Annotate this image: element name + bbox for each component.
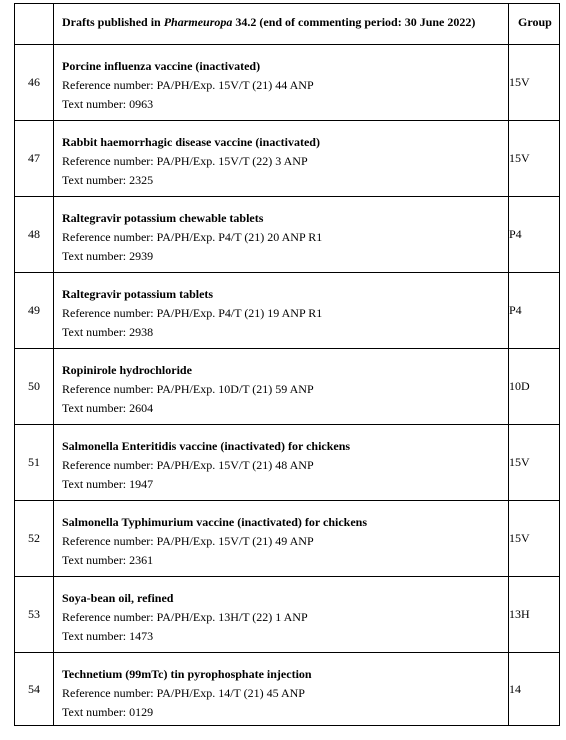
- text-number: Text number: 1947: [62, 477, 154, 491]
- group-code: 15V: [509, 45, 560, 121]
- row-number: 52: [15, 501, 54, 577]
- draft-entry: [54, 577, 508, 646]
- table-header: [15, 4, 560, 45]
- draft-entry-cell: [54, 577, 509, 653]
- reference-number: Reference number: PA/PH/Exp. 15V/T (21) 48 ANP: [62, 458, 314, 472]
- reference-number: Reference number: PA/PH/Exp. 15V/T (21) 49 ANP: [62, 534, 314, 548]
- reference-number: Reference number: PA/PH/Exp. P4/T (21) 19 ANP R1: [62, 306, 323, 320]
- group-code: 13H: [509, 577, 560, 653]
- table-row: [15, 577, 560, 653]
- table-row: [15, 653, 560, 726]
- text-number: Text number: 2604: [62, 401, 154, 415]
- draft-entry: [54, 501, 508, 570]
- draft-entry: [54, 349, 508, 418]
- header-drafts-label: [54, 4, 508, 30]
- group-code: P4: [509, 273, 560, 349]
- table-row: [15, 273, 560, 349]
- draft-title: Technetium (99mTc) tin pyrophosphate injection: [62, 667, 312, 681]
- text-number: Text number: 2938: [62, 325, 154, 339]
- row-number: 53: [15, 577, 54, 653]
- draft-title: Ropinirole hydrochloride: [62, 363, 192, 377]
- reference-number: Reference number: PA/PH/Exp. P4/T (21) 20 ANP R1: [62, 230, 323, 244]
- draft-entry-cell: [54, 349, 509, 425]
- draft-title: Raltegravir potassium tablets: [62, 287, 214, 301]
- reference-number: Reference number: PA/PH/Exp. 14/T (21) 45 ANP: [62, 686, 305, 700]
- draft-entry: [54, 121, 508, 190]
- group-code: 10D: [509, 349, 560, 425]
- header-row: [15, 4, 560, 45]
- draft-entry: [54, 273, 508, 342]
- table-row: [15, 501, 560, 577]
- row-number: 50: [15, 349, 54, 425]
- header-drafts-publication: Pharmeuropa: [163, 15, 233, 29]
- draft-entry-cell: [54, 653, 509, 726]
- drafts-table: [14, 3, 560, 726]
- draft-title: Rabbit haemorrhagic disease vaccine (inactivated): [62, 135, 320, 149]
- table-row: [15, 349, 560, 425]
- row-number: 46: [15, 45, 54, 121]
- reference-number: Reference number: PA/PH/Exp. 15V/T (21) 44 ANP: [62, 78, 314, 92]
- text-number: Text number: 2939: [62, 249, 154, 263]
- draft-entry-cell: [54, 273, 509, 349]
- draft-title: Raltegravir potassium chewable tablets: [62, 211, 264, 225]
- draft-entry: [54, 197, 508, 266]
- table-body: [15, 45, 560, 726]
- row-number: 47: [15, 121, 54, 197]
- group-code: 15V: [509, 501, 560, 577]
- reference-number: Reference number: PA/PH/Exp. 15V/T (22) 3 ANP: [62, 154, 308, 168]
- draft-entry-cell: [54, 45, 509, 121]
- draft-entry-cell: [54, 501, 509, 577]
- reference-number: Reference number: PA/PH/Exp. 10D/T (21) 59 ANP: [62, 382, 314, 396]
- table-row: [15, 197, 560, 273]
- table-row: [15, 121, 560, 197]
- header-drafts-suffix: 34.2 (end of commenting period: 30 June 2022): [232, 15, 476, 29]
- header-group-cell: [509, 4, 560, 45]
- draft-title: Salmonella Enteritidis vaccine (inactivated) for chickens: [62, 439, 351, 453]
- header-drafts-prefix: Drafts published in: [62, 15, 164, 29]
- draft-entry: [54, 425, 508, 494]
- row-number: 51: [15, 425, 54, 501]
- draft-entry-cell: [54, 197, 509, 273]
- row-number: 54: [15, 653, 54, 726]
- text-number: Text number: 0129: [62, 705, 154, 719]
- header-number-cell: [15, 4, 54, 45]
- group-code: 15V: [509, 121, 560, 197]
- draft-title: Salmonella Typhimurium vaccine (inactivated) for chickens: [62, 515, 367, 529]
- row-number: 49: [15, 273, 54, 349]
- text-number: Text number: 1473: [62, 629, 154, 643]
- group-code: P4: [509, 197, 560, 273]
- text-number: Text number: 2361: [62, 553, 154, 567]
- group-code: 15V: [509, 425, 560, 501]
- text-number: Text number: 0963: [62, 97, 154, 111]
- group-code: 14: [509, 653, 560, 726]
- header-drafts-cell: [54, 4, 509, 45]
- draft-entry: [54, 45, 508, 114]
- reference-number: Reference number: PA/PH/Exp. 13H/T (22) 1 ANP: [62, 610, 308, 624]
- draft-title: Soya-bean oil, refined: [62, 591, 174, 605]
- draft-entry: [54, 653, 508, 722]
- table-row: [15, 425, 560, 501]
- draft-entry-cell: [54, 425, 509, 501]
- text-number: Text number: 2325: [62, 173, 154, 187]
- table-row: [15, 45, 560, 121]
- draft-entry-cell: [54, 121, 509, 197]
- header-group-label: Group: [518, 15, 552, 29]
- row-number: 48: [15, 197, 54, 273]
- draft-title: Porcine influenza vaccine (inactivated): [62, 59, 261, 73]
